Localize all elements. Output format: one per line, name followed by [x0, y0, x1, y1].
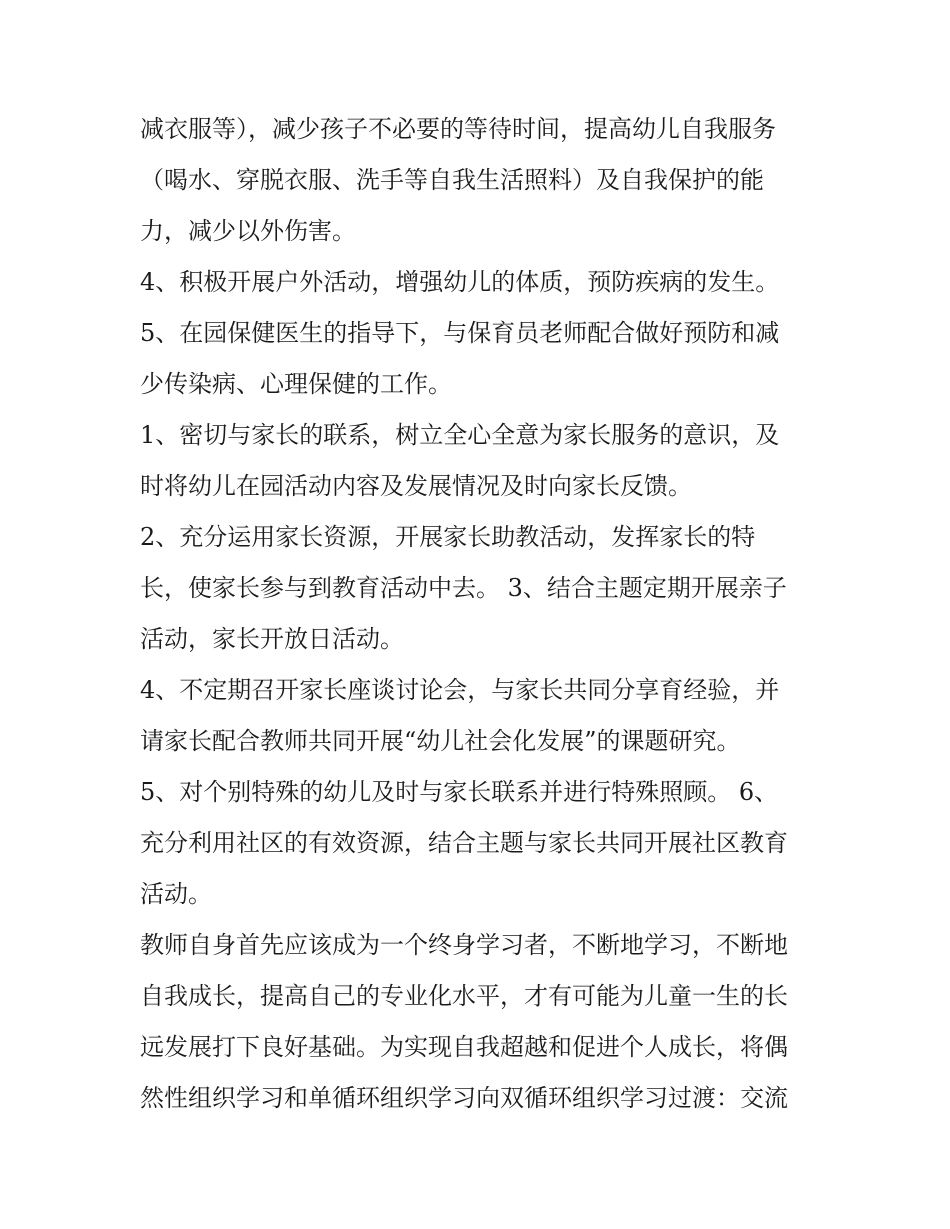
- text-line: 远发展打下良好基础。为实现自我超越和促进个人成长，将偶: [140, 1033, 788, 1061]
- text-line: 然性组织学习和单循环组织学习向双循环组织学习过渡：交流: [140, 1084, 788, 1112]
- text-line: 5、对个别特殊的幼儿及时与家长联系并进行特殊照顾。 6、: [140, 778, 779, 806]
- text-line: 减衣服等），减少孩子不必要的等待时间，提高幼儿自我服务: [140, 115, 776, 143]
- text-line: 教师自身首先应该成为一个终身学习者，不断地学习，不断地: [140, 931, 788, 959]
- text-line: 时将幼儿在园活动内容及发展情况及时向家长反馈。: [140, 472, 692, 500]
- text-line: 2、充分运用家长资源，开展家长助教活动，发挥家长的特: [140, 523, 756, 551]
- text-line: 5、在园保健医生的指导下，与保育员老师配合做好预防和减: [140, 319, 780, 347]
- text-line: 4、不定期召开家长座谈讨论会，与家长共同分享育经验，并: [140, 676, 780, 704]
- text-line: 活动，家长开放日活动。: [140, 625, 404, 653]
- text-line: 力，减少以外伤害。: [140, 217, 356, 245]
- text-line: 活动。: [140, 880, 212, 908]
- text-line: 1、密切与家长的联系，树立全心全意为家长服务的意识，及: [140, 421, 780, 449]
- text-line: （喝水、穿脱衣服、洗手等自我生活照料）及自我保护的能: [140, 166, 764, 194]
- text-line: 充分利用社区的有效资源，结合主题与家长共同开展社区教育: [140, 829, 788, 857]
- text-line: 长，使家长参与到教育活动中去。 3、结合主题定期开展亲子: [140, 574, 787, 602]
- text-line: 请家长配合教师共同开展“幼儿社会化发展”的课题研究。: [140, 727, 741, 755]
- text-line: 自我成长，提高自己的专业化水平，才有可能为儿童一生的长: [140, 982, 788, 1010]
- text-line: 少传染病、心理保健的工作。: [140, 370, 452, 398]
- document-body: [140, 104, 820, 1124]
- text-line: 4、积极开展户外活动，增强幼儿的体质，预防疾病的发生。: [140, 268, 780, 296]
